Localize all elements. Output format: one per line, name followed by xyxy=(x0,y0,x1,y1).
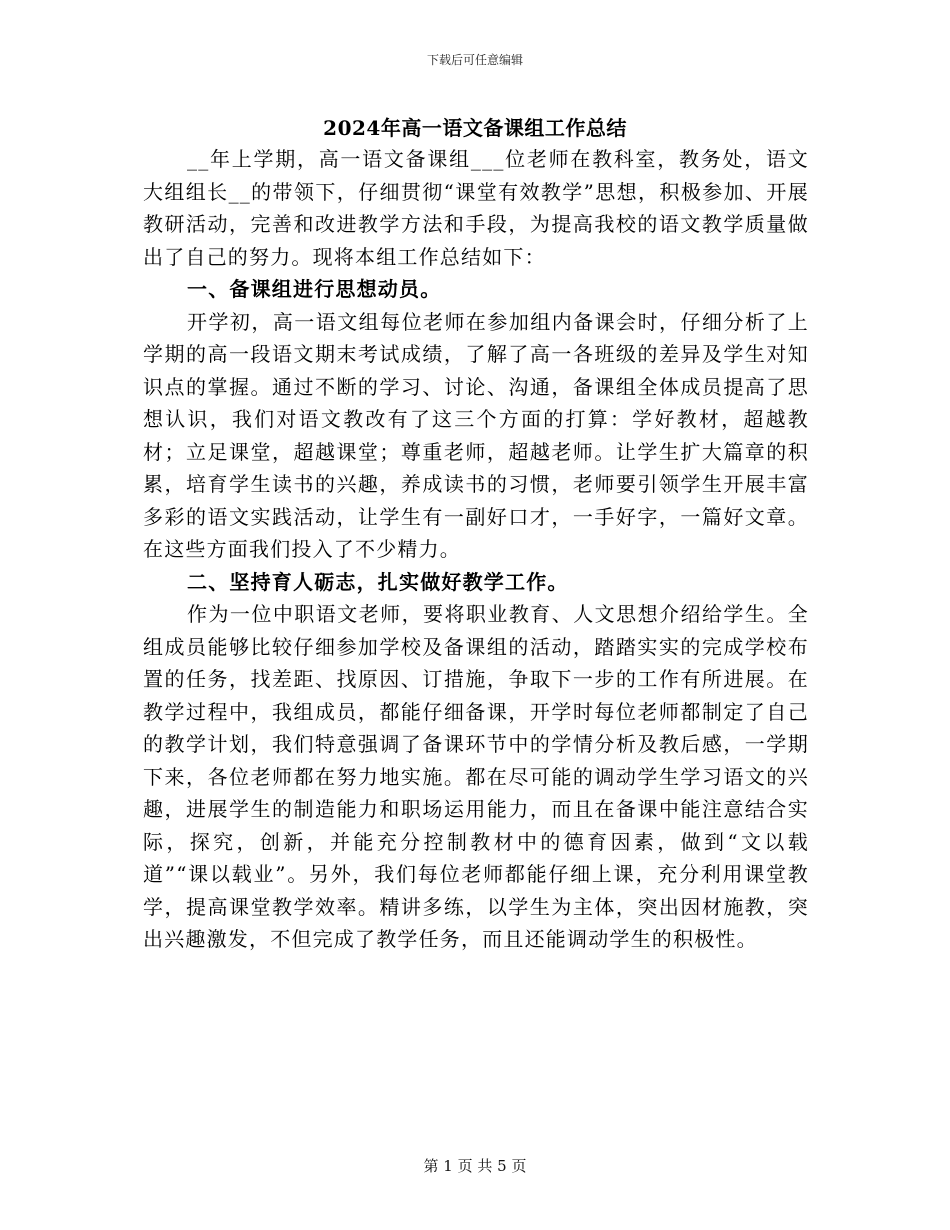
section-1-paragraph: 开学初，高一语文组每位老师在参加组内备课会时，仔细分析了上学期的高一段语文期末考试成绩，了解了高一各班级的差异及学生对知识点的掌握。通过不断的学习、讨论、沟通，备课组全体成员提高了思想认识，我们对语文教改有了这三个方面的打算：学好教材，超越教材；立足课堂，超越课堂；尊重老师，超越老师。让学生扩大篇章的积累，培育学生读书的兴趣，养成读书的习惯，老师要引领学生开展丰富多彩的语文实践活动，让学生有一副好口才，一手好字，一篇好文章。在这些方面我们投入了不少精力。 xyxy=(143,309,809,561)
section-heading-2: 二、坚持育人砺志，扎实做好教学工作。 xyxy=(187,569,569,594)
document-title: 2024年高一语文备课组工作总结 xyxy=(323,116,627,140)
section-2-paragraph: 作为一位中职语文老师，要将职业教育、人文思想介绍给学生。全组成员能够比较仔细参加学校及备课组的活动，踏踏实实的完成学校布置的任务，找差距、找原因、订措施，争取下一步的工作有所进展。在教学过程中，我组成员，都能仔细备课，开学时每位老师都制定了自己的教学计划，我们特意强调了备课环节中的学情分析及教后感，一学期下来，各位老师都在努力地实施。都在尽可能的调动学生学习语文的兴趣，进展学生的制造能力和职场运用能力，而且在备课中能注意结合实际，探究，创新，并能充分控制教材中的德育因素，做到“文以载道”“课以载业”。另外，我们每位老师都能仔细上课，充分利用课堂教学，提高课堂教学效率。精讲多练，以学生为主体，突出因材施教，突出兴趣激发，不但完成了教学任务，而且还能调动学生的积极性。 xyxy=(143,602,809,951)
intro-paragraph: __年上学期，高一语文备课组___位老师在教科室，教务处，语文大组组长__的带领下，仔细贯彻“课堂有效教学”思想，积极参加、开展教研活动，完善和改进教学方法和手段，为提高我校的语文教学质量做出了自己的努力。现将本组工作总结如下： xyxy=(143,147,809,269)
section-heading-1: 一、备课组进行思想动员。 xyxy=(187,277,442,301)
page-header-note: 下载后可任意编辑 xyxy=(426,53,523,67)
page-number: 第 1 页 共 5 页 xyxy=(423,1157,527,1175)
document-body xyxy=(143,143,809,956)
